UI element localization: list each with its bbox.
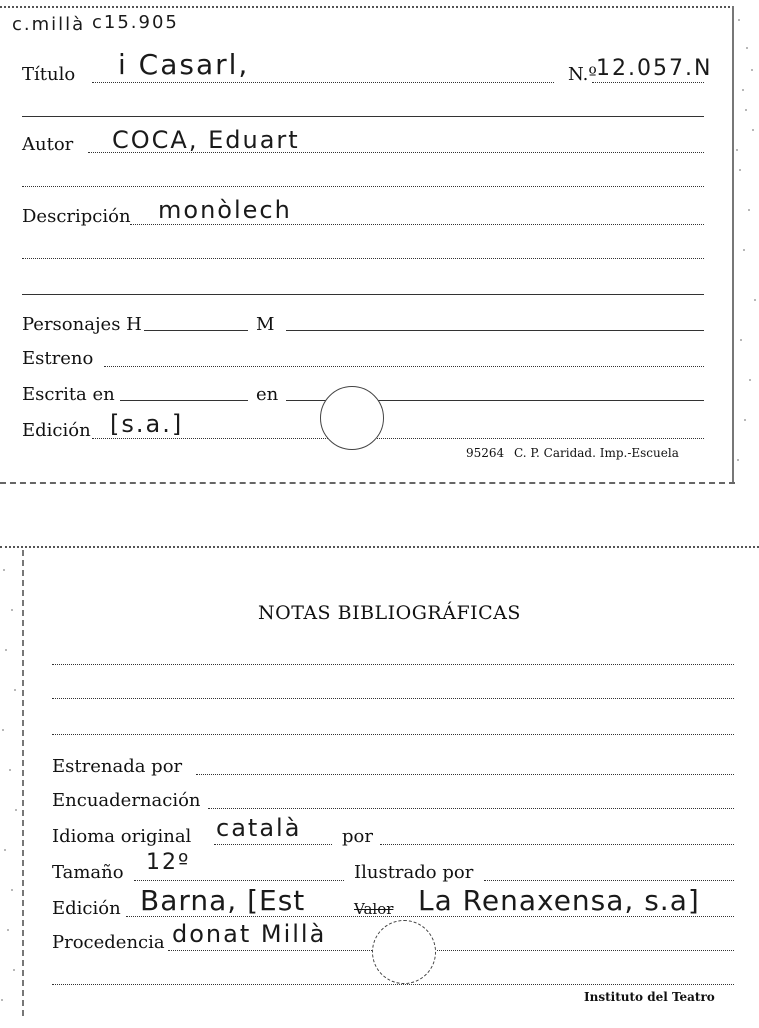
tamano-value: 12º xyxy=(146,850,191,875)
edicion-line xyxy=(92,438,704,439)
estrenada-line xyxy=(196,774,734,775)
printer-text: C. P. Caridad. Imp.-Escuela xyxy=(514,446,679,460)
card-edge-top xyxy=(0,546,759,548)
idioma-line xyxy=(214,844,332,845)
card-edge-top xyxy=(0,6,730,8)
rule xyxy=(22,294,704,295)
encuadernacion-line xyxy=(208,808,734,809)
scan-noise xyxy=(735,0,759,480)
estreno-line xyxy=(104,366,704,367)
por-label: por xyxy=(342,826,373,847)
descripcion-line xyxy=(130,224,704,225)
idioma-value: català xyxy=(216,814,302,842)
m-label: M xyxy=(256,314,275,335)
procedencia-value: donat Millà xyxy=(172,920,327,948)
rule xyxy=(52,698,734,699)
rule xyxy=(52,734,734,735)
catalog-card-back xyxy=(0,540,759,1028)
por-line xyxy=(380,844,734,845)
rule xyxy=(52,984,734,985)
tamano-line xyxy=(134,880,344,881)
notas-heading: NOTAS BIBLIOGRÁFICAS xyxy=(258,602,521,624)
rule xyxy=(22,258,704,259)
punch-hole xyxy=(320,386,384,450)
edicion-label: Edición xyxy=(22,420,91,441)
edicion-value-1: Barna, [Est xyxy=(140,884,306,917)
scan-noise xyxy=(0,550,20,1010)
autor-label: Autor xyxy=(22,134,74,155)
personajes-label: Personajes H xyxy=(22,314,142,335)
catalog-note-2: c15.905 xyxy=(92,12,179,33)
edicion-value-struck: Valor xyxy=(354,900,394,918)
ilustrado-line xyxy=(484,880,734,881)
personajes-h-line xyxy=(144,330,248,331)
catalog-card-front xyxy=(0,0,759,492)
rule xyxy=(52,664,734,665)
numero-line xyxy=(592,82,704,83)
titulo-label: Título xyxy=(22,64,76,85)
escrita-label: Escrita en xyxy=(22,384,115,405)
tamano-label: Tamaño xyxy=(52,862,124,883)
card-edge-bottom xyxy=(0,482,735,484)
punch-hole xyxy=(372,920,436,984)
ilustrado-label: Ilustrado por xyxy=(354,862,474,883)
catalog-note-1: c.millà xyxy=(12,14,86,35)
descripcion-label: Descripción xyxy=(22,206,131,227)
rule xyxy=(22,186,704,187)
procedencia-line xyxy=(168,950,734,951)
rule xyxy=(22,116,704,117)
edicion-label: Edición xyxy=(52,898,121,919)
titulo-line xyxy=(92,82,554,83)
institution-imprint: Instituto del Teatro xyxy=(584,990,715,1004)
numero-value: 12.057.N xyxy=(596,56,713,81)
autor-value: COCA, Eduart xyxy=(112,126,300,154)
procedencia-label: Procedencia xyxy=(52,932,165,953)
estreno-label: Estreno xyxy=(22,348,94,369)
estrenada-label: Estrenada por xyxy=(52,756,183,777)
personajes-m-line xyxy=(286,330,704,331)
card-edge-left xyxy=(22,550,24,1016)
numero-label: N.º xyxy=(568,64,597,85)
titulo-value: i Casarl, xyxy=(118,48,250,81)
edicion-value-2: La Renaxensa, s.a] xyxy=(418,884,700,917)
idioma-label: Idioma original xyxy=(52,826,192,847)
card-edge-right xyxy=(732,6,734,484)
printer-number: 95264 xyxy=(466,446,505,460)
en-label: en xyxy=(256,384,279,405)
escrita-line xyxy=(120,400,248,401)
encuadernacion-label: Encuadernación xyxy=(52,790,201,811)
descripcion-value: monòlech xyxy=(158,196,292,224)
edicion-value: [s.a.] xyxy=(110,410,184,438)
